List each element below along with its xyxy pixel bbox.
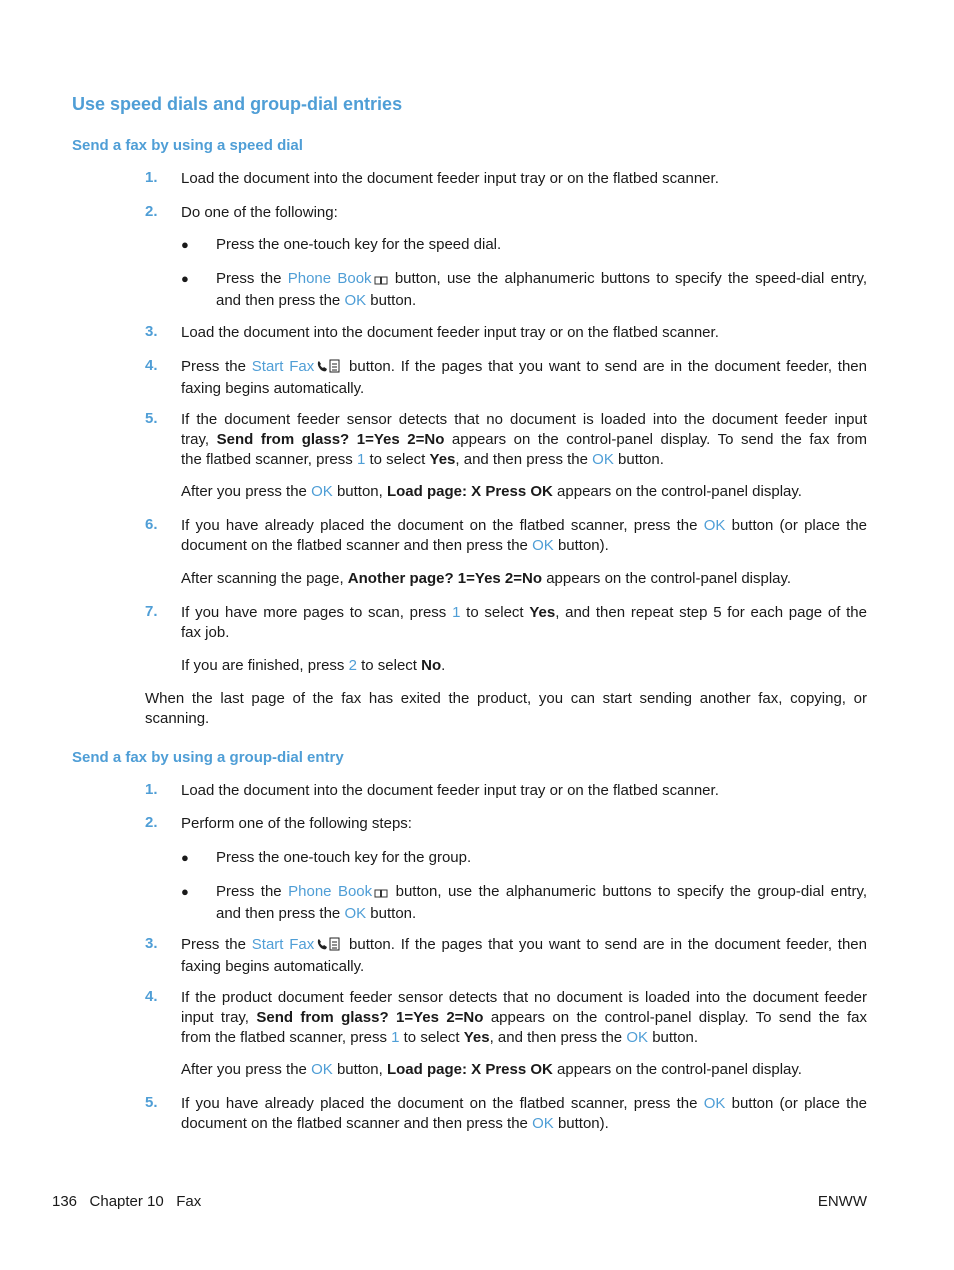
footer-enww: ENWW — [817, 1193, 867, 1210]
phone-book-link: Phone Book — [287, 270, 372, 287]
step-number: 5. — [145, 1094, 158, 1111]
ok-link: OK — [703, 517, 726, 534]
step-number: 2. — [145, 814, 158, 831]
closing-paragraph: When the last page of the fax has exited the product, you can start sending another fax, copying, or scanning. — [145, 690, 867, 727]
step-number: 2. — [145, 203, 158, 220]
step-number: 1. — [145, 169, 158, 186]
step-text: Load the document into the document feeder input tray or on the flatbed scanner. — [181, 324, 719, 341]
step-text: If you have already placed the document on the flatbed scanner, press the OK button (or place the document on the flatbed scanner and then press the OK button). — [181, 1095, 867, 1132]
ok-link: OK — [703, 1095, 726, 1112]
ok-link: OK — [532, 537, 554, 554]
bullet-text: Press the one-touch key for the speed dial. — [216, 236, 502, 253]
step-note: If you are finished, press 2 to select No. — [181, 657, 446, 674]
ok-link: OK — [344, 292, 367, 309]
step-text: If the product document feeder sensor detects that no document is loaded into the document feeder input tray, Send from glass? 1=Yes 2=No appears on the control-panel display. To send the fax from the flatbed scanner, press 1 to select Yes, and then press the OK button. — [181, 989, 867, 1046]
start-fax-icon — [316, 937, 342, 957]
phone-book-icon — [374, 884, 388, 904]
bullet: ● — [181, 271, 189, 286]
key-1-link: 1 — [356, 451, 366, 468]
bullet: ● — [181, 850, 189, 865]
footer-page-info: 136 Chapter 10 Fax — [52, 1193, 202, 1210]
page-heading: Use speed dials and group-dial entries — [72, 94, 403, 114]
step-number: 3. — [145, 935, 158, 952]
step-text: Do one of the following: — [181, 204, 338, 221]
phone-book-icon — [374, 271, 388, 291]
step-text: Press the Start Fax button. If the pages that you want to send are in the document feeder, then faxing begins automatically. — [181, 358, 867, 397]
key-1-link: 1 — [391, 1029, 400, 1046]
bullet-text: Press the Phone Book button, use the alphanumeric buttons to specify the speed-dial entry, and then press the OK button. — [216, 270, 867, 309]
key-1-link: 1 — [452, 604, 461, 621]
start-fax-link: Start Fax — [251, 936, 315, 953]
ok-link: OK — [532, 1115, 554, 1132]
step-note: After you press the OK button, Load page: X Press OK appears on the control-panel display. — [181, 483, 802, 500]
key-2-link: 2 — [348, 657, 357, 674]
step-number: 4. — [145, 988, 158, 1005]
section-title-speed-dial: Send a fax by using a speed dial — [72, 137, 303, 154]
section-title-group-dial: Send a fax by using a group-dial entry — [72, 749, 344, 766]
phone-book-link: Phone Book — [288, 883, 373, 900]
bullet-text: Press the one-touch key for the group. — [216, 849, 472, 866]
step-number: 6. — [145, 516, 158, 533]
step-number: 7. — [145, 603, 158, 620]
ok-link: OK — [626, 1029, 649, 1046]
bullet-text: Press the Phone Book button, use the alphanumeric buttons to specify the group-dial entry, and then press the OK button. — [216, 883, 868, 922]
step-text: If you have more pages to scan, press 1 to select Yes, and then repeat step 5 for each page of the fax job. — [181, 604, 867, 641]
step-text: Load the document into the document feeder input tray or on the flatbed scanner. — [181, 170, 719, 187]
bullet: ● — [181, 884, 189, 899]
step-number: 3. — [145, 323, 158, 340]
ok-link: OK — [311, 483, 333, 500]
step-text: Load the document into the document feeder input tray or on the flatbed scanner. — [181, 782, 719, 799]
start-fax-icon — [316, 359, 342, 379]
step-text: Perform one of the following steps: — [181, 815, 412, 832]
step-note: After you press the OK button, Load page: X Press OK appears on the control-panel display. — [181, 1061, 802, 1078]
step-text: Press the Start Fax button. If the pages that you want to send are in the document feeder, then faxing begins automatically. — [181, 936, 867, 975]
step-number: 5. — [145, 410, 158, 427]
bullet: ● — [181, 237, 189, 252]
ok-link: OK — [311, 1061, 333, 1078]
step-number: 4. — [145, 357, 158, 374]
start-fax-link: Start Fax — [251, 358, 315, 375]
step-note: After scanning the page, Another page? 1=Yes 2=No appears on the control-panel display. — [181, 570, 792, 587]
step-text: If you have already placed the document on the flatbed scanner, press the OK button (or place the document on the flatbed scanner and then press the OK button). — [181, 517, 867, 554]
step-text: If the document feeder sensor detects that no document is loaded into the document feeder input tray, Send from glass? 1=Yes 2=No appears on the control-panel display. To send the fax from the flatbed scanner, press 1 to select Yes, and then press the OK button. — [181, 411, 867, 468]
step-number: 1. — [145, 781, 158, 798]
ok-link: OK — [592, 451, 614, 468]
ok-link: OK — [344, 905, 367, 922]
